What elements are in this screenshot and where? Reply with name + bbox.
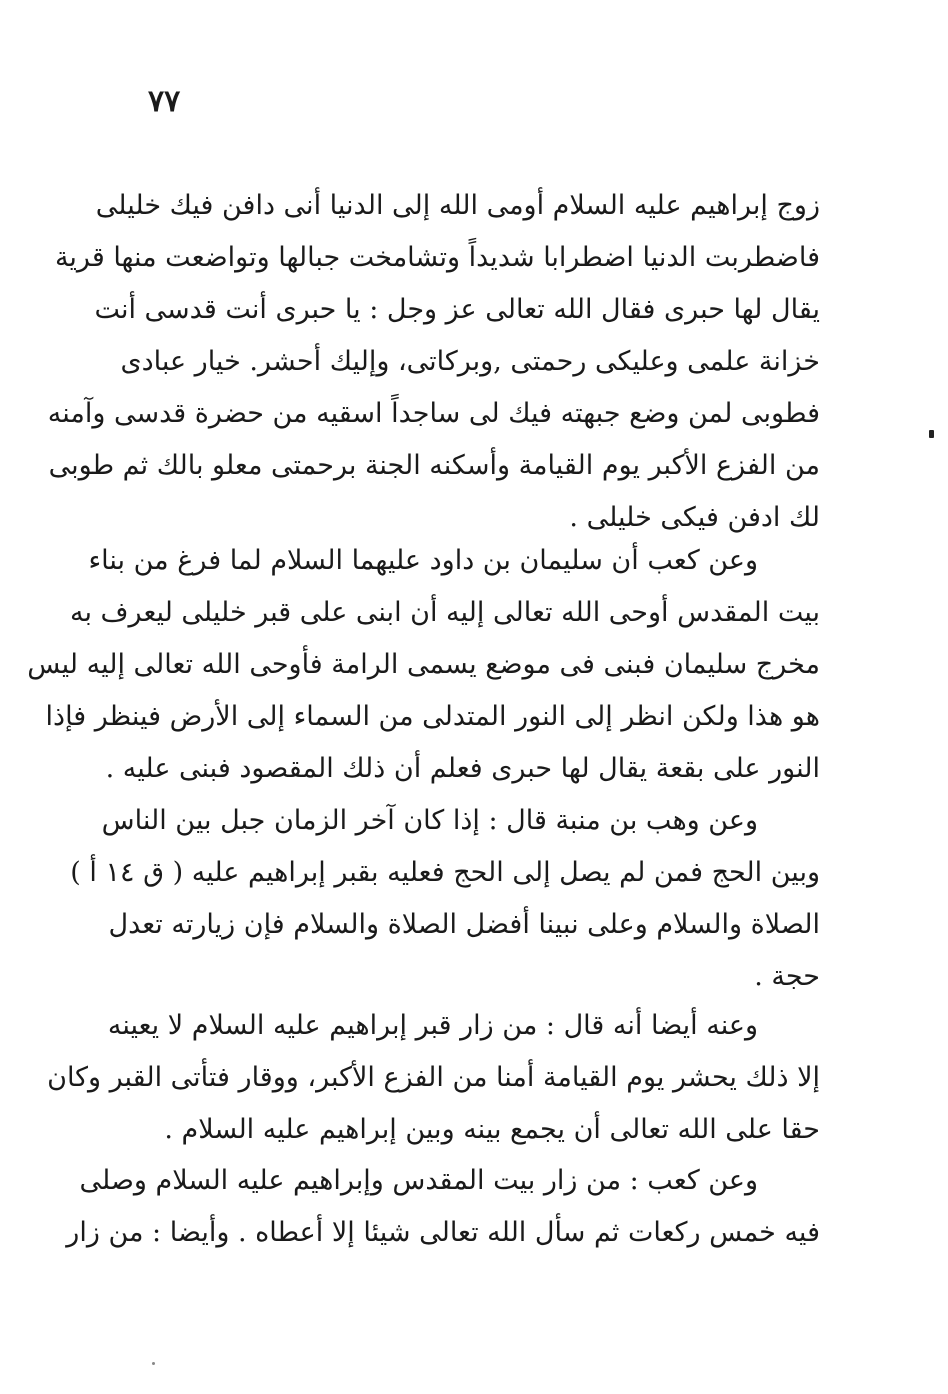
- text-line: فاضطربت الدنيا اضطرابا شديداً وتشامخت جبالها وتواضعت منها قرية: [54, 242, 820, 273]
- text-line: فطوبى لمن وضع جبهته فيك لى ساجداً اسقيه من حضرة قدسى وآمنه: [47, 398, 820, 429]
- text-line: الصلاة والسلام وعلى نبينا أفضل الصلاة والسلام فإن زيارته تعدل: [108, 909, 820, 940]
- scan-speck: [152, 1362, 155, 1365]
- text-line: وعن وهب بن منبة قال : إذا كان آخر الزمان جبل بين الناس: [101, 805, 758, 836]
- text-line: وعن كعب أن سليمان بن داود عليهما السلام لما فرغ من بناء: [88, 545, 758, 576]
- text-line: إلا ذلك يحشر يوم القيامة أمنا من الفزع الأكبر، ووقار فتأتى القبر وكان: [47, 1062, 820, 1093]
- text-line: وعن كعب : من زار بيت المقدس وإبراهيم عليه السلام وصلى: [79, 1165, 758, 1196]
- text-line: بيت المقدس أوحى الله تعالى إليه أن ابنى على قبر خليلى ليعرف به: [69, 597, 820, 628]
- margin-mark: [929, 430, 934, 438]
- text-line: يقال لها حبرى فقال الله تعالى عز وجل : يا حبرى أنت قدسى أنت: [94, 294, 820, 325]
- text-line: وبين الحج فمن لم يصل إلى الحج فعليه بقبر إبراهيم عليه ( ق ١٤ أ ): [70, 857, 820, 888]
- paragraph-3: [70, 795, 820, 1003]
- text-line: حجة .: [754, 961, 820, 992]
- text-line: فيه خمس ركعات ثم سأل الله تعالى شيئا إلا أعطاه . وأيضا : من زار: [66, 1217, 820, 1248]
- text-line: من الفزع الأكبر يوم القيامة وأسكنه الجنة برحمتى معلو بالك ثم طوبى: [48, 450, 820, 481]
- paragraph-2: [27, 535, 820, 795]
- paragraph-1: [47, 180, 820, 544]
- paragraph-4: [47, 1000, 820, 1156]
- page-number: ٧٧: [148, 84, 181, 119]
- text-line: خزانة علمى وعليكى رحمتى ,وبركاتى، وإليك أحشر. خيار عبادى: [120, 346, 820, 377]
- text-line: حقا على الله تعالى أن يجمع بينه وبين إبراهيم عليه السلام .: [164, 1114, 820, 1145]
- text-line: النور على بقعة يقال لها حبرى فعلم أن ذلك المقصود فبنى عليه .: [105, 753, 820, 784]
- text-line: هو هذا ولكن انظر إلى النور المتدلى من السماء إلى الأرض فينظر فإذا: [45, 701, 820, 732]
- text-line: مخرج سليمان فبنى فى موضع يسمى الرامة فأوحى الله تعالى إليه ليس: [27, 649, 820, 680]
- text-line: لك ادفن فيكى خليلى .: [569, 502, 820, 533]
- text-line: زوج إبراهيم عليه السلام أومى الله إلى الدنيا أنى دافن فيك خليلى: [95, 190, 820, 221]
- paragraph-5: [66, 1155, 820, 1259]
- text-line: وعنه أيضا أنه قال : من زار قبر إبراهيم عليه السلام لا يعينه: [107, 1010, 758, 1041]
